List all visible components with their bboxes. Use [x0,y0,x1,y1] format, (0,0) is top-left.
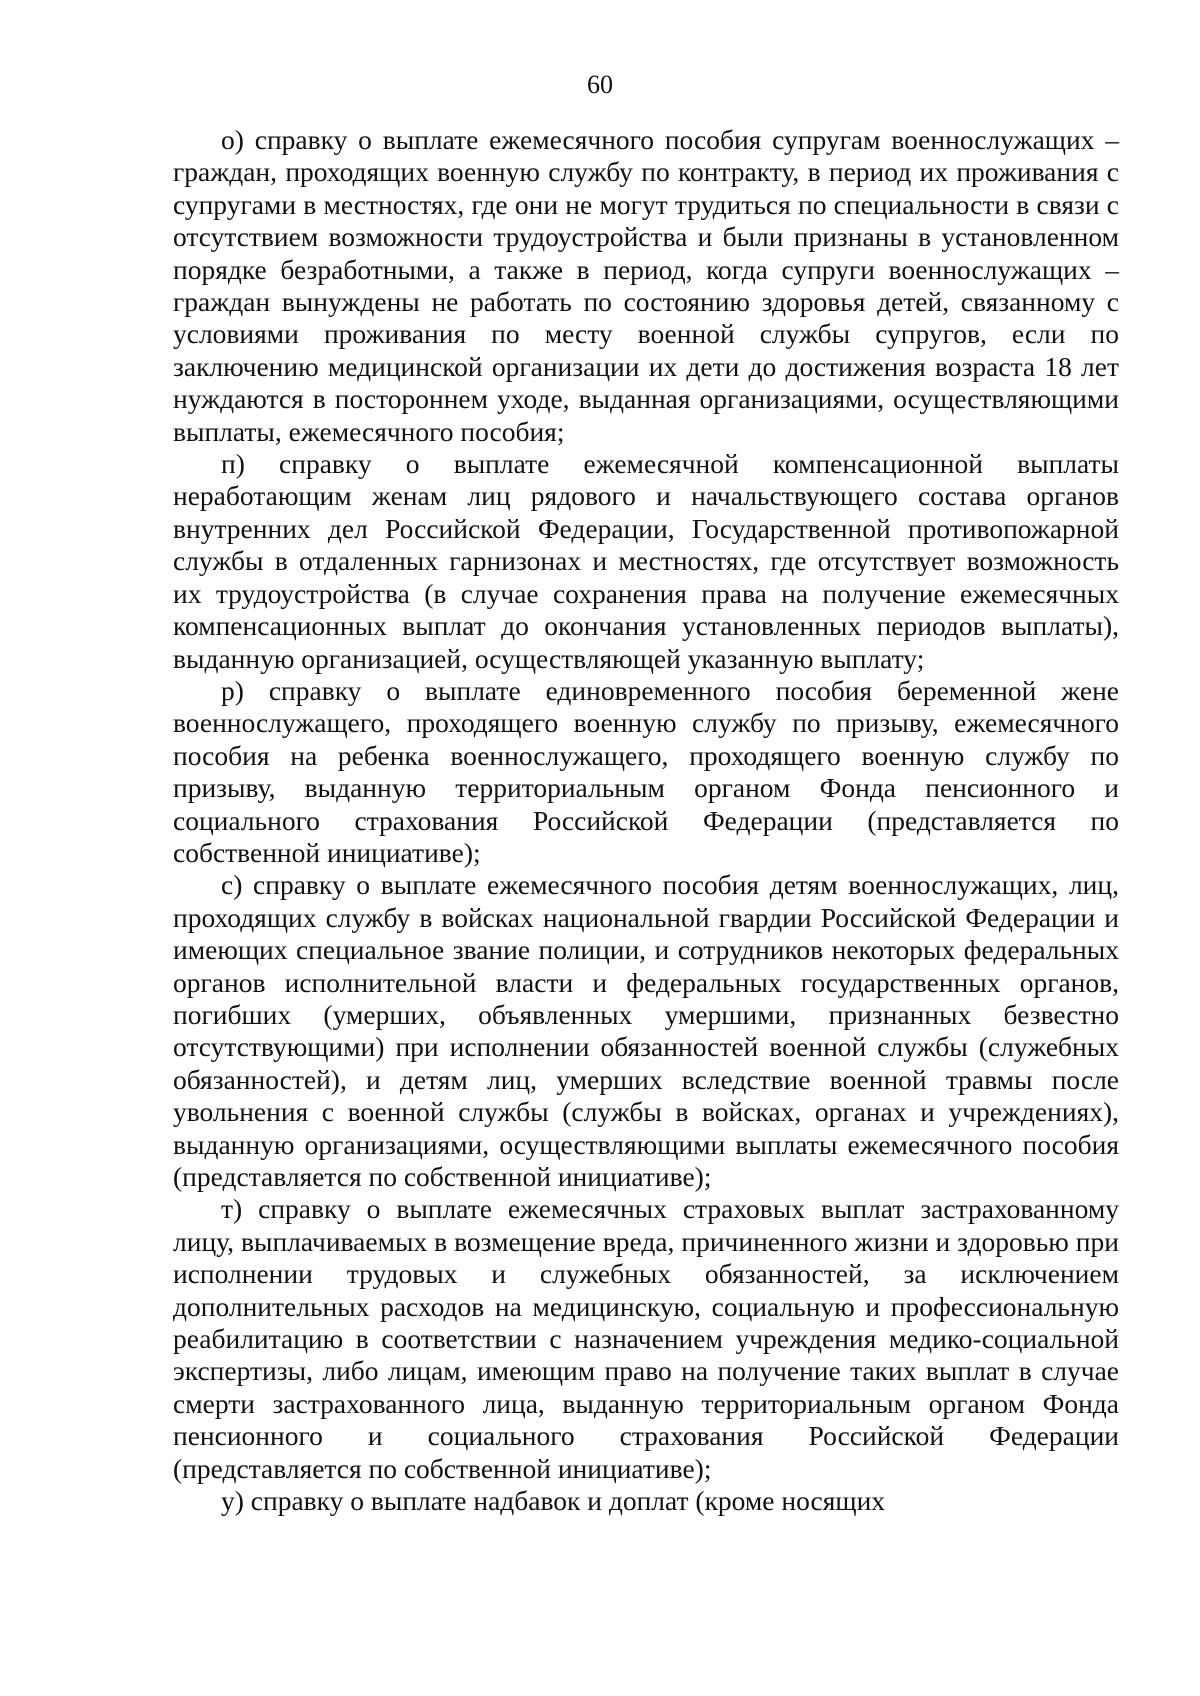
paragraph-u: у) справку о выплате надбавок и доплат (кроме носящих [221,1485,886,1517]
paragraph-p: п) справку о выплате ежемесячной компенсационной выплаты неработающим женам лиц рядового и начальствующего состава органов внутренних дел Российской Федерации, Государственной противопожарной службы в отдаленных гарнизонах и местностях, где отсутствует возможность их трудоустройства (в случае сохранения права на получение ежемесячных компенсационных выплат до окончания установленных периодов выплаты), выданную организацией, осуществляющей указанную выплату; [173,448,1119,674]
paragraph-o: о) справку о выплате ежемесячного пособия супругам военнослужащих – граждан, проходящих военную службу по контракту, в период их проживания с супругами в местностях, где они не могут трудиться по специальности в связи с отсутствием возможности трудоустройства и были признаны в установленном порядке безработными, а также в период, когда супруги военнослужащих – граждан вынуждены не работать по состоянию здоровья детей, связанному с условиями проживания по месту военной службы супругов, если по заключению медицинской организации их дети до достижения возраста 18 лет нуждаются в постороннем уходе, выданная организациями, осуществляющими выплаты, ежемесячного пособия; [173,124,1119,447]
document-body [173,124,1119,1517]
paragraph-s: с) справку о выплате ежемесячного пособия детям военнослужащих, лиц, проходящих службу в войсках национальной гвардии Российской Федерации и имеющих специальное звание полиции, и сотрудников некоторых федеральных органов исполнительной власти и федеральных государственных органов, погибших (умерших, объявленных умершими, признанных безвестно отсутствующими) при исполнении обязанностей военной службы (служебных обязанностей), и детям лиц, умерших вследствие военной травмы после увольнения с военной службы (службы в войсках, органах и учреждениях), выданную организациями, осуществляющими выплаты ежемесячного пособия (представляется по собственной инициативе); [173,869,1119,1192]
page-number: 60 [587,70,613,99]
paragraph-r: р) справку о выплате единовременного пособия беременной жене военнослужащего, проходящего военную службу по призыву, ежемесячного пособия на ребенка военнослужащего, проходящего военную службу по призыву, выданную территориальным органом Фонда пенсионного и социального страхования Российской Федерации (представляется по собственной инициативе); [173,674,1119,868]
paragraph-t: т) справку о выплате ежемесячных страховых выплат застрахованному лицу, выплачиваемых в возмещение вреда, причиненного жизни и здоровью при исполнении трудовых и служебных обязанностей, за исключением дополнительных расходов на медицинскую, социальную и профессиональную реабилитацию в соответствии с назначением учреждения медико-социальной экспертизы, либо лицам, имеющим право на получение таких выплат в случае смерти застрахованного лица, выданную территориальным органом Фонда пенсионного и социального страхования Российской Федерации (представляется по собственной инициативе); [173,1193,1119,1484]
